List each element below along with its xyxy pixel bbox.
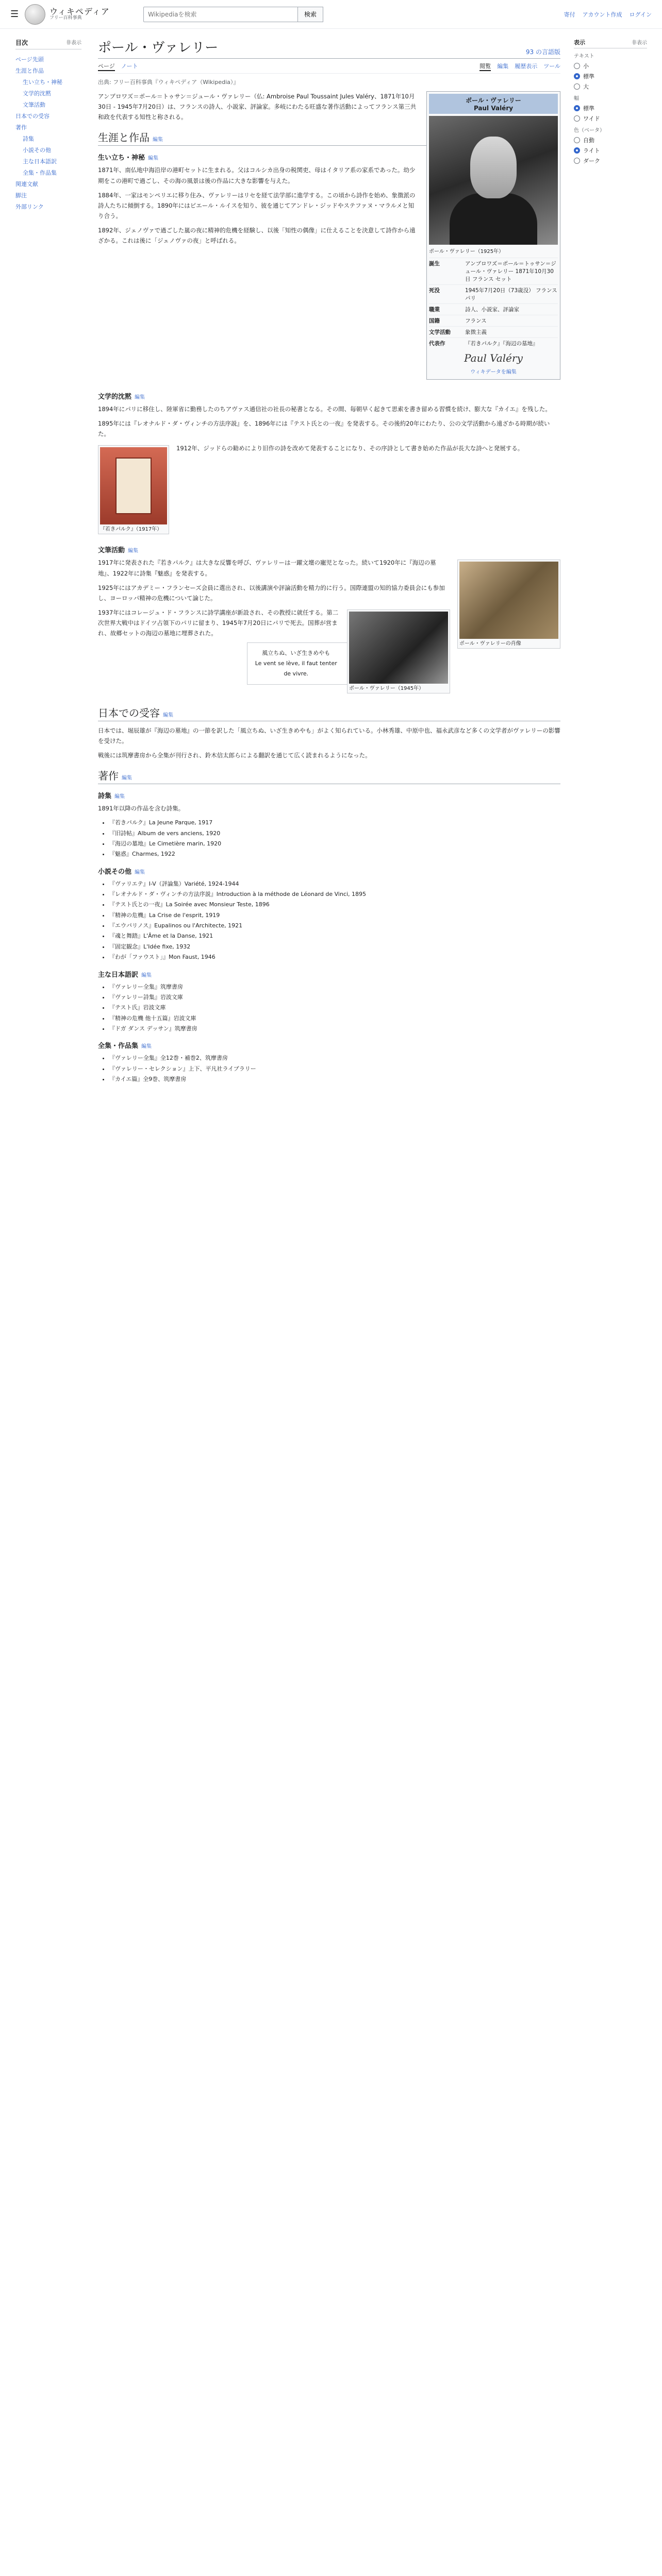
paragraph: 1891年以降の作品を含む詩集。 bbox=[98, 805, 185, 812]
paragraph: 1871年、南仏地中海沿岸の港町セットに生まれる。父はコルシカ出身の税関吏、母はイタリア系の家系であった。幼少期をこの港町で過ごし、その海の風景は後の作品に大きな影響を与えた。 bbox=[98, 166, 416, 184]
toc-item[interactable]: 著作 bbox=[15, 124, 27, 131]
toc-item[interactable]: 全集・作品集 bbox=[23, 170, 57, 176]
language-button[interactable]: 93 の言語版 bbox=[525, 48, 560, 56]
page-source-note: 出典: フリー百科事典『ウィキペディア（Wikipedia）』 bbox=[98, 79, 239, 86]
list-item: • 『カイエ篇』全9巻、筑摩書房 bbox=[109, 1074, 560, 1084]
edit-link[interactable]: 編集 bbox=[163, 712, 173, 718]
japanese-translations-list bbox=[98, 982, 560, 1035]
paragraph: 1912年、ジッドらの勧めにより旧作の詩を改めて発表することになり、その序詩として書き始めた作品が長大な詩へと発展する。 bbox=[176, 445, 524, 452]
toc-item[interactable]: 外部リンク bbox=[15, 204, 44, 210]
infobox-value: 詩人、小説家、評論家 bbox=[465, 307, 519, 313]
subsection-poems-heading: 詩集 編集 bbox=[98, 792, 125, 801]
width-label: 幅 bbox=[574, 96, 579, 101]
wikidata-edit-link[interactable]: ウィキデータを編集 bbox=[470, 369, 517, 375]
tab-read[interactable]: 閲覧 bbox=[479, 62, 491, 71]
list-item: • 『ヴァリエテ』I-V（評論集）Variété, 1924-1944 bbox=[109, 879, 560, 889]
toc-item[interactable]: 生い立ち・神秘 bbox=[23, 79, 62, 86]
infobox-value: 1945年7月20日（73歳没） フランス パリ bbox=[465, 287, 557, 301]
toc-list bbox=[15, 54, 81, 212]
width-option[interactable] bbox=[574, 113, 647, 124]
toc-item[interactable]: 文学的沈黙 bbox=[23, 90, 51, 97]
create-account-link[interactable]: アカウント作成 bbox=[582, 11, 622, 18]
paragraph: 1925年にはアカデミー・フランセーズ会員に選出され、以後講演や評論活動を精力的に行う。国際連盟の知的協力委員会にも参加し、ヨーロッパ精神の危機について論じた。 bbox=[98, 584, 445, 602]
signature-image: Paul Valéry bbox=[464, 352, 523, 364]
list-item: • 『レオナルド・ダ・ヴィンチの方法序説』Introduction à la méthode de Léonard de Vinci, 1895 bbox=[109, 889, 560, 900]
infobox-key: 国籍 bbox=[429, 318, 440, 324]
color-option[interactable] bbox=[574, 145, 647, 156]
list-item: • 『ドガ ダンス デッサン』筑摩書房 bbox=[109, 1024, 560, 1034]
toc-hide-button[interactable]: 非表示 bbox=[66, 40, 81, 46]
edit-link[interactable]: 編集 bbox=[141, 972, 152, 978]
toc-item[interactable]: 生涯と作品 bbox=[15, 67, 44, 74]
toc-item[interactable]: 文筆活動 bbox=[23, 101, 45, 108]
radio-icon[interactable] bbox=[574, 63, 580, 69]
site-logo[interactable] bbox=[25, 4, 133, 25]
poems-list bbox=[98, 818, 560, 859]
subsection-activity-heading: 文筆活動 編集 bbox=[98, 547, 139, 555]
tab-talk[interactable]: ノート bbox=[121, 63, 138, 70]
infobox-row bbox=[429, 326, 558, 337]
infobox-value: 象徴主義 bbox=[465, 329, 487, 335]
list-item: • 『固定観念』L'Idée fixe, 1932 bbox=[109, 942, 560, 952]
edit-link[interactable]: 編集 bbox=[128, 548, 139, 554]
width-option[interactable] bbox=[574, 103, 647, 113]
toc-item[interactable]: 詩集 bbox=[23, 135, 34, 142]
list-item: • 『精神の危機 他十五篇』岩波文庫 bbox=[109, 1013, 560, 1024]
list-item: • 『海辺の墓地』Le Cimetière marin, 1920 bbox=[109, 839, 560, 849]
toc-item[interactable]: 関連文献 bbox=[15, 181, 38, 188]
menu-icon[interactable]: ☰ bbox=[10, 9, 19, 20]
edit-link[interactable]: 編集 bbox=[122, 775, 132, 782]
text-size-option[interactable] bbox=[574, 81, 647, 92]
toc-item[interactable]: 日本での受容 bbox=[15, 113, 49, 120]
infobox-title: ポール・ヴァレリー Paul Valéry bbox=[429, 94, 558, 114]
radio-icon[interactable] bbox=[574, 137, 580, 143]
page-title: ポール・ヴァレリー bbox=[98, 40, 219, 56]
infobox-value: フランス bbox=[465, 318, 487, 324]
text-size-option[interactable] bbox=[574, 61, 647, 71]
paragraph: 戦後には筑摩書房から全集が刊行され、鈴木信太郎らによる翻訳を通じて広く読まれるようになった。 bbox=[98, 752, 371, 759]
paragraph: 1884年、一家はモンペリエに移り住み、ヴァレリーはリセを経て法学部に進学する。この頃から詩作を始め、象徴派の詩人たちに傾倒する。1890年にはピエール・ルイスを知り、彼を通じてアンドレ・ジッドやステファヌ・マラルメと知り合う。 bbox=[98, 191, 416, 219]
section-life-heading: 生涯と作品 編集 bbox=[98, 129, 560, 146]
tab-edit[interactable]: 編集 bbox=[497, 63, 509, 70]
list-item: • 『ヴァレリー・セレクション』上下、平凡社ライブラリー bbox=[109, 1064, 560, 1074]
infobox-row bbox=[429, 337, 558, 349]
paragraph: 1892年、ジェノヴァで過ごした嵐の夜に精神的危機を経験し、以後「知性の偶像」に仕えることを決意して詩作から遠ざかる。これは後に「ジェノヴァの夜」と呼ばれる。 bbox=[98, 227, 416, 245]
infobox-key: 代表作 bbox=[429, 341, 445, 347]
login-link[interactable]: ログイン bbox=[629, 11, 652, 18]
top-header bbox=[0, 0, 662, 29]
subsection-silence-heading: 文学的沈黙 編集 bbox=[98, 393, 145, 401]
infobox bbox=[426, 91, 560, 380]
list-item: • 『ヴァレリー詩集』岩波文庫 bbox=[109, 992, 560, 1003]
appearance-hide-button[interactable]: 非表示 bbox=[632, 40, 647, 46]
edit-link[interactable]: 編集 bbox=[135, 395, 145, 400]
radio-icon[interactable] bbox=[574, 83, 580, 90]
list-item: • 『ヴァレリー全集』筑摩書房 bbox=[109, 982, 560, 992]
thumb-caption: ポール・ヴァレリー（1945年） bbox=[349, 685, 424, 691]
radio-label: 自動 bbox=[583, 137, 594, 144]
infobox-value: 『若きパルク』『海辺の墓地』 bbox=[465, 341, 538, 347]
article-content bbox=[88, 29, 570, 1090]
paragraph: 1937年にはコレージュ・ド・フランスに詩学講座が新設され、その教授に就任する。第二次世界大戦中はドイツ占領下のパリに留まり、1945年7月20日にパリで死去。国葬が営まれ、故郷セットの海辺の墓地に埋葬された。 bbox=[98, 608, 339, 637]
infobox-key: 文学活動 bbox=[429, 329, 451, 335]
quote-box: 風立ちぬ、いざ生きめやも Le vent se lève, il faut tenter de vivre. bbox=[247, 642, 412, 684]
list-item: • 『魅惑』Charmes, 1922 bbox=[109, 849, 560, 859]
radio-icon[interactable] bbox=[574, 115, 580, 122]
painting-thumbnail[interactable] bbox=[457, 560, 560, 649]
paragraph: 1895年には『レオナルド・ダ・ヴィンチの方法序説』を、1896年には『テスト氏との一夜』を発表する。その後約20年にわたり、公の文学活動から遠ざかる時期が続いた。 bbox=[98, 420, 550, 438]
infobox-row bbox=[429, 258, 558, 284]
list-item: • 『ヴァレリー全集』全12巻・補巻2、筑摩書房 bbox=[109, 1053, 560, 1063]
thumb-caption: ポール・ヴァレリーの肖像 bbox=[459, 641, 521, 647]
toc-item[interactable]: 脚注 bbox=[15, 192, 27, 199]
edit-link[interactable]: 編集 bbox=[135, 869, 145, 875]
radio-icon[interactable] bbox=[574, 73, 580, 79]
radio-label: ライト bbox=[583, 147, 600, 154]
edit-link[interactable]: 編集 bbox=[141, 1044, 152, 1050]
photo-image bbox=[349, 612, 448, 684]
thumb-caption: 『若きパルク』（1917年） bbox=[100, 527, 162, 533]
text-size-label: テキスト bbox=[574, 54, 594, 59]
toc-title: 目次 bbox=[15, 39, 28, 46]
search-button[interactable]: 検索 bbox=[298, 7, 323, 22]
painting-image bbox=[459, 562, 558, 639]
portrait-image[interactable] bbox=[429, 116, 558, 245]
tab-page[interactable]: ページ bbox=[98, 62, 115, 71]
list-item: • 『わが「ファウスト」』Mon Faust, 1946 bbox=[109, 952, 560, 962]
paragraph: 日本では、堀辰雄が『海辺の墓地』の一節を訳した「風立ちぬ、いざ生きめやも」がよく知られている。小林秀雄、中原中也、福永武彦など多くの文学者がヴァレリーの影響を受けた。 bbox=[98, 726, 560, 744]
section-japan-heading: 日本での受容 編集 bbox=[98, 705, 560, 721]
radio-icon[interactable] bbox=[574, 158, 580, 164]
toc-sidebar bbox=[0, 29, 88, 1090]
search-form bbox=[143, 7, 323, 22]
infobox-row bbox=[429, 284, 558, 303]
edit-link[interactable]: 編集 bbox=[148, 156, 159, 162]
radio-icon[interactable] bbox=[574, 105, 580, 111]
radio-label: ワイド bbox=[583, 115, 600, 122]
wikipedia-globe-icon bbox=[25, 4, 45, 25]
radio-label: ダーク bbox=[583, 158, 600, 164]
paragraph: 1917年に発表された『若きパルク』は大きな反響を呼び、ヴァレリーは一躍文壇の寵児となった。続いて1920年に『海辺の墓地』、1922年に詩集『魅惑』を発表する。 bbox=[98, 559, 436, 577]
radio-icon[interactable] bbox=[574, 147, 580, 154]
complete-works-list bbox=[98, 1053, 560, 1084]
radio-label: 標準 bbox=[583, 105, 594, 112]
toc-item[interactable]: 小説その他 bbox=[23, 147, 51, 154]
subsection-early-heading: 生い立ち・神秘 編集 bbox=[98, 154, 159, 162]
user-links bbox=[564, 10, 652, 19]
infobox-key: 職業 bbox=[429, 307, 440, 313]
site-subtitle: フリー百科事典 bbox=[49, 15, 82, 21]
subsection-ja-heading: 主な日本語訳 編集 bbox=[98, 971, 152, 979]
search-input[interactable] bbox=[143, 7, 298, 22]
tab-tools[interactable]: ツール bbox=[543, 63, 560, 70]
infobox-row bbox=[429, 303, 558, 315]
list-item: • 『エウパリノス』Eupalinos ou l'Architecte, 1921 bbox=[109, 921, 560, 931]
toc-item[interactable]: 主な日本語訳 bbox=[23, 158, 57, 165]
color-option[interactable] bbox=[574, 156, 647, 166]
edit-link[interactable]: 編集 bbox=[153, 137, 163, 143]
subsection-complete-heading: 全集・作品集 編集 bbox=[98, 1042, 152, 1050]
tab-history[interactable]: 履歴表示 bbox=[515, 63, 538, 70]
infobox-key: 死没 bbox=[429, 287, 440, 294]
radio-label: 小 bbox=[583, 63, 589, 70]
list-item: • 『精神の危機』La Crise de l'esprit, 1919 bbox=[109, 910, 560, 921]
section-works-heading: 著作 編集 bbox=[98, 768, 560, 784]
site-name: ウィキペディア bbox=[49, 6, 110, 16]
paragraph: 1894年にパリに移住し、陸軍省に勤務したのちアヴァス通信社の社長の秘書となる。その間、毎朝早く起きて思索を書き留める習慣を続け、膨大な『カイエ』を残した。 bbox=[98, 405, 551, 413]
book-thumbnail[interactable] bbox=[98, 445, 169, 534]
color-option[interactable] bbox=[574, 135, 647, 145]
donate-link[interactable]: 寄付 bbox=[564, 11, 575, 18]
lead-paragraph: アンブロワズ＝ポール＝トゥサン＝ジュール・ヴァレリー（仏: Ambroise Paul Toussaint Jules Valéry、1871年10月30日 - 1945年7月20日）は、フランスの詩人、小説家、評論家。多岐にわたる旺盛な著作活動によってフランス第三共和政を代表する知性と称される。 bbox=[98, 93, 417, 121]
radio-label: 標準 bbox=[583, 73, 594, 80]
list-item: • 『テスト氏との一夜』La Soirée avec Monsieur Teste, 1896 bbox=[109, 900, 560, 910]
appearance-title: 表示 bbox=[574, 39, 585, 46]
toc-item[interactable]: ページ先頭 bbox=[15, 56, 44, 63]
list-item: • 『旧詩帖』Album de vers anciens, 1920 bbox=[109, 828, 560, 839]
book-cover-image bbox=[100, 447, 167, 524]
infobox-value: アンブロワズ＝ポール＝トゥサン＝ジュール・ヴァレリー 1871年10月30日 フランス セット bbox=[465, 261, 556, 282]
list-item: • 『魂と舞踏』L'Âme et la Danse, 1921 bbox=[109, 931, 560, 941]
color-label: 色（ベータ） bbox=[574, 128, 605, 133]
list-item: • 『若きパルク』La Jeune Parque, 1917 bbox=[109, 818, 560, 828]
appearance-panel bbox=[570, 29, 657, 1090]
text-size-option[interactable] bbox=[574, 71, 647, 81]
radio-label: 大 bbox=[583, 83, 589, 90]
photo-thumbnail[interactable] bbox=[347, 609, 450, 693]
edit-link[interactable]: 編集 bbox=[114, 794, 125, 800]
novels-list bbox=[98, 879, 560, 963]
subsection-novels-heading: 小説その他 編集 bbox=[98, 868, 145, 876]
infobox-row bbox=[429, 315, 558, 326]
list-item: • 『テスト氏』岩波文庫 bbox=[109, 1003, 560, 1013]
page-tabs bbox=[98, 62, 560, 74]
infobox-key: 誕生 bbox=[429, 261, 440, 267]
portrait-caption: ポール・ヴァレリー（1925年） bbox=[429, 249, 504, 255]
